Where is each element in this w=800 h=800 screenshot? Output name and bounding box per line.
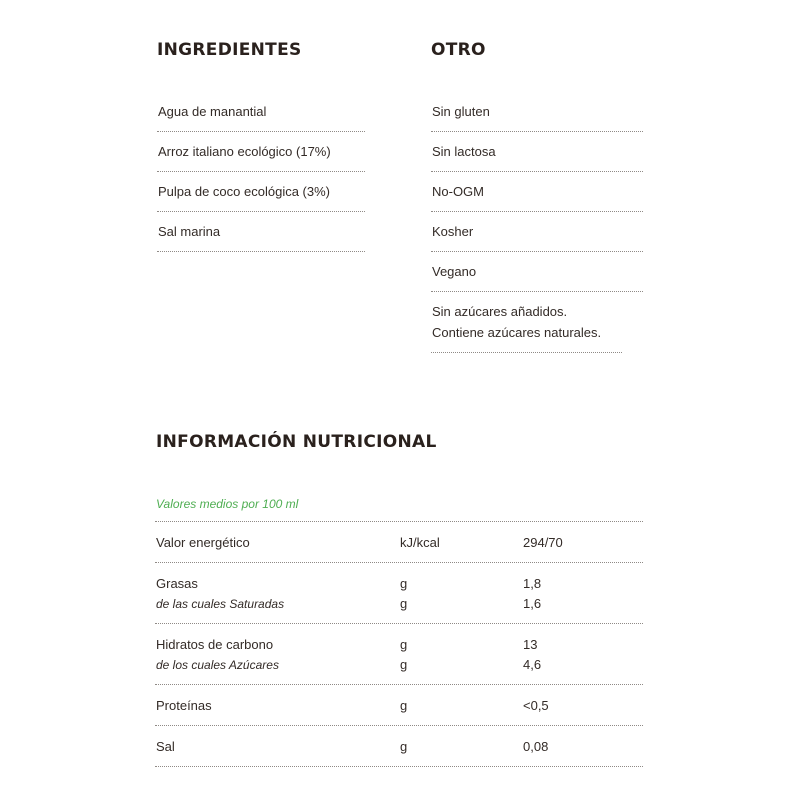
table-row: [156, 655, 643, 675]
ingredient-item: Sal marina: [157, 212, 365, 252]
ingredient-item: Arroz italiano ecológico (17%): [157, 132, 365, 172]
other-item: No-OGM: [431, 172, 643, 212]
nutrient-name: Valor energético: [156, 535, 250, 550]
nutrition-heading: INFORMACIÓN NUTRICIONAL: [156, 432, 437, 452]
nutrient-value: <0,5: [523, 698, 549, 713]
nutrition-group: [155, 522, 643, 563]
nutrition-group: [155, 726, 643, 767]
table-row: [156, 533, 643, 553]
ingredients-list: [157, 91, 365, 252]
nutrient-value: 4,6: [523, 657, 542, 672]
nutrition-group: [155, 624, 643, 685]
other-item: Sin lactosa: [431, 132, 643, 172]
other-item: Sin gluten: [431, 91, 643, 132]
nutrient-value: 294/70: [523, 535, 563, 550]
nutrient-unit: kJ/kcal: [400, 535, 440, 550]
nutrition-note: Valores medios por 100 ml: [155, 487, 643, 522]
nutrient-unit: g: [400, 576, 408, 591]
nutrient-value: 0,08: [523, 739, 549, 754]
other-heading: OTRO: [431, 40, 486, 60]
nutrient-name: de los cuales Azúcares: [156, 658, 279, 672]
nutrient-unit: g: [400, 596, 408, 611]
nutrient-name: Grasas: [156, 576, 198, 591]
ingredients-heading: INGREDIENTES: [157, 40, 302, 60]
nutrient-unit: g: [400, 657, 408, 672]
table-row: [156, 635, 643, 655]
nutrient-name: Proteínas: [156, 698, 212, 713]
ingredient-item: Agua de manantial: [157, 91, 365, 132]
nutrient-value: 1,6: [523, 596, 542, 611]
table-row: [156, 696, 643, 716]
other-item: Sin azúcares añadidos. Contiene azúcares naturales.: [431, 292, 622, 353]
nutrient-unit: g: [400, 637, 408, 652]
nutrient-unit: g: [400, 739, 408, 754]
other-list: [431, 91, 643, 353]
table-row: [156, 574, 643, 594]
other-item: Kosher: [431, 212, 643, 252]
nutrient-name: de las cuales Saturadas: [156, 597, 285, 611]
nutrient-unit: g: [400, 698, 408, 713]
nutrient-name: Hidratos de carbono: [156, 637, 274, 652]
nutrient-name: Sal: [156, 739, 175, 754]
table-row: [156, 737, 643, 757]
nutrient-value: 1,8: [523, 576, 542, 591]
nutrient-value: 13: [523, 637, 538, 652]
nutrition-group: [155, 563, 643, 624]
nutrition-table: [155, 487, 643, 767]
table-row: [156, 594, 643, 614]
nutrition-group: [155, 685, 643, 726]
other-item: Vegano: [431, 252, 643, 292]
ingredient-item: Pulpa de coco ecológica (3%): [157, 172, 365, 212]
